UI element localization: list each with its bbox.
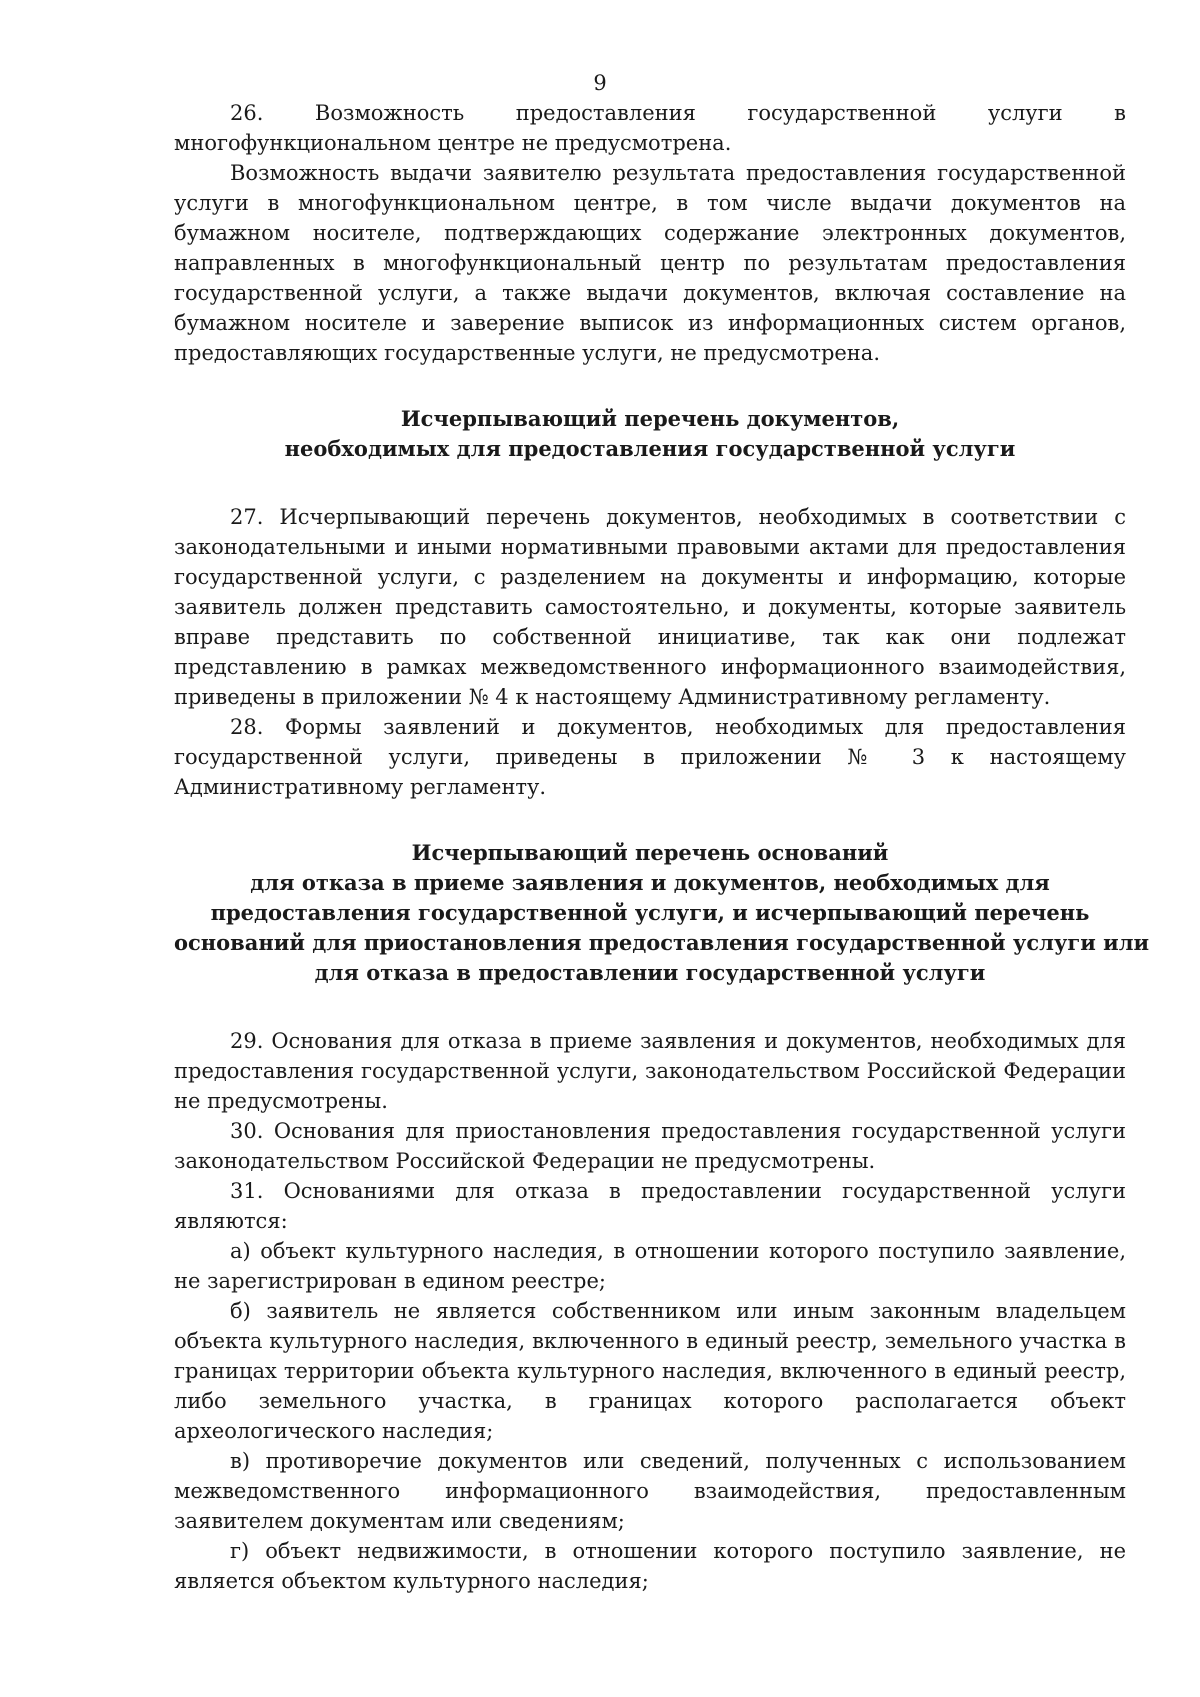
heading-line: предоставления государственной услуги, и исчерпывающий перечень [210,900,1090,925]
paragraph-31-item-b: б) заявитель не является собственником или иным законным владельцем объекта культурного наследия, включенного в единый реестр, земельного участка в границах территории объекта культурного наследия, включенного в единый реестр, либо земельного участка, в границах которого располагается объект археологического наследия; [174,1299,1126,1443]
page-number: 9 [593,71,607,95]
paragraph-26: 26. Возможность предоставления государственной услуги в многофункциональном центре не предусмотрена. [174,101,1126,155]
heading-line: для отказа в предоставлении государственной услуги [314,960,986,985]
section-heading-refusal-grounds [174,838,1150,988]
heading-line: необходимых для предоставления государственной услуги [284,436,1016,461]
spacer [174,368,1126,404]
paragraph-28: 28. Формы заявлений и документов, необходимых для предоставления государственной услуги, приведены в приложении № 3 к настоящему Административному регламенту. [174,715,1126,799]
heading-line: Исчерпывающий перечень документов, [400,406,900,431]
paragraph-30: 30. Основания для приостановления предоставления государственной услуги законодательством Российской Федерации не предусмотрены. [174,1119,1126,1173]
paragraph-31-item-g: г) объект недвижимости, в отношении которого поступило заявление, не является объектом культурного наследия; [174,1539,1126,1593]
document-body [174,98,1150,1596]
heading-line: Исчерпывающий перечень оснований [411,840,889,865]
heading-line: оснований для приостановления предоставления государственной услуги или [174,930,1150,955]
paragraph-31-item-v: в) противоречие документов или сведений, полученных с использованием межведомственного информационного взаимодействия, предоставленным заявителем документам или сведениям; [174,1449,1126,1533]
paragraph-26-continued: Возможность выдачи заявителю результата предоставления государственной услуги в многофункциональном центре, в том числе выдачи документов на бумажном носителе, подтверждающих содержание электронных документов, направленных в многофункциональный центр по результатам предоставления государственной услуги, а также выдачи документов, включая составление на бумажном носителе и заверение выписок из информационных систем органов, предоставляющих государственные услуги, не предусмотрена. [174,161,1126,365]
spacer [174,464,1126,502]
spacer [174,802,1126,838]
spacer [174,988,1126,1026]
heading-line: для отказа в приеме заявления и документов, необходимых для [250,870,1050,895]
paragraph-29: 29. Основания для отказа в приеме заявления и документов, необходимых для предоставления государственной услуги, законодательством Российской Федерации не предусмотрены. [174,1029,1126,1113]
paragraph-31: 31. Основаниями для отказа в предоставлении государственной услуги являются: [174,1179,1126,1233]
section-heading-documents [174,404,1126,464]
paragraph-31-item-a: а) объект культурного наследия, в отношении которого поступило заявление, не зарегистрирован в едином реестре; [174,1239,1126,1293]
paragraph-27: 27. Исчерпывающий перечень документов, необходимых в соответствии с законодательными и иными нормативными правовыми актами для предоставления государственной услуги, с разделением на документы и информацию, которые заявитель должен представить самостоятельно, и документы, которые заявитель вправе представить по собственной инициативе, так как они подлежат представлению в рамках межведомственного информационного взаимодействия, приведены в приложении № 4 к настоящему Административному регламенту. [174,505,1126,709]
